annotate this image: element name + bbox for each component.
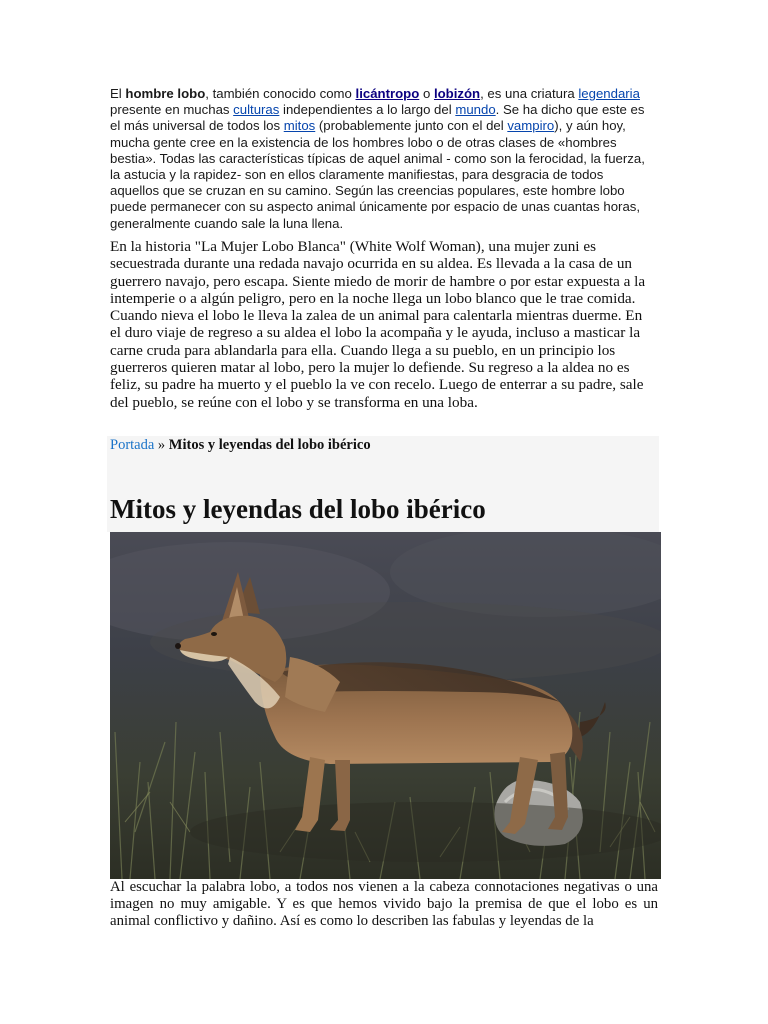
link-vampiro[interactable]: vampiro	[507, 118, 555, 134]
breadcrumb-current: Mitos y leyendas del lobo ibérico	[168, 437, 371, 453]
intro-text: presente en muchas	[110, 102, 234, 118]
link-mitos[interactable]: mitos	[283, 118, 316, 134]
wolf-photo	[110, 532, 661, 879]
link-legendaria[interactable]: legendaria	[578, 86, 640, 101]
intro-paragraph	[110, 86, 652, 232]
article-body: Al escuchar la palabra lobo, a todos nos vienen a la cabeza connotaciones negativas o una imagen no muy amigable. Y es que hemos vivido bajo la premisa de que el lobo es un animal conflictivo y dañino. Así es como lo describen las fabulas y leyendas de la	[110, 879, 658, 929]
link-culturas[interactable]: culturas	[233, 102, 280, 118]
story-paragraph: En la historia "La Mujer Lobo Blanca" (White Wolf Woman), una mujer zuni es secuestrada durante una redada navajo ocurrida en su aldea. Es llevada a la casa de un guerrero navajo, pero escapa. Siente miedo de morir de hambre o por estar expuesta a la intemperie o a algún peligro, pero en la noche llega un lobo blanco que le trae comida. Cuando nieva el lobo le lleva la zalea de un animal para calentarla mientras duerme. En el duro viaje de regreso a su aldea el lobo la acompaña y le ayuda, incluso a masticar la carne cruda para ablandarla para ella. Cuando llega a su pueblo, en un principio los guerreros quieren matar al lobo, pero la mujer lo defiende. Su regreso a la aldea no es feliz, su padre ha muerto y el pueblo la ve con recelo. Luego de enterrar a su padre, sale del pueblo, se reúne con el lobo y se transforma en una loba.	[110, 238, 646, 411]
intro-text: . Se ha dicho que este es el más universal de todos los	[110, 102, 645, 134]
intro-text: o	[419, 86, 434, 101]
intro-text: , es una criatura	[480, 86, 579, 101]
breadcrumb-home-link[interactable]: Portada	[110, 437, 155, 453]
wolf-illustration	[110, 532, 661, 879]
link-mundo[interactable]: mundo	[455, 102, 496, 118]
term-hombre-lobo: hombre lobo	[125, 86, 206, 101]
breadcrumb-separator: »	[154, 437, 169, 453]
intro-text: independientes a lo largo del	[279, 102, 456, 118]
intro-text: , también conocido como	[205, 86, 356, 101]
article-title: Mitos y leyendas del lobo ibérico	[110, 494, 486, 524]
intro-text: El	[110, 86, 126, 101]
link-lobizon[interactable]: lobizón	[433, 86, 481, 101]
intro-text: ), y aún hoy, mucha gente cree en la existencia de los hombres lobo o de otras clases de «hombres bestia». Todas las características típicas de aquel animal - como son la ferocidad, la fuerza, la astucia y la rapidez- son en ellos claramente manifiestas, para desgracia de todos aquellos que se cruzan en su camino. Según las creencias populares, este hombre lobo puede permanecer con su aspecto animal únicamente por espacio de unas cuantas horas, generalmente cuando sale la luna llena.	[110, 118, 645, 231]
breadcrumb	[110, 437, 371, 454]
link-licantropo[interactable]: licántropo	[355, 86, 420, 101]
intro-text: (probablemente junto con el del	[315, 118, 508, 134]
